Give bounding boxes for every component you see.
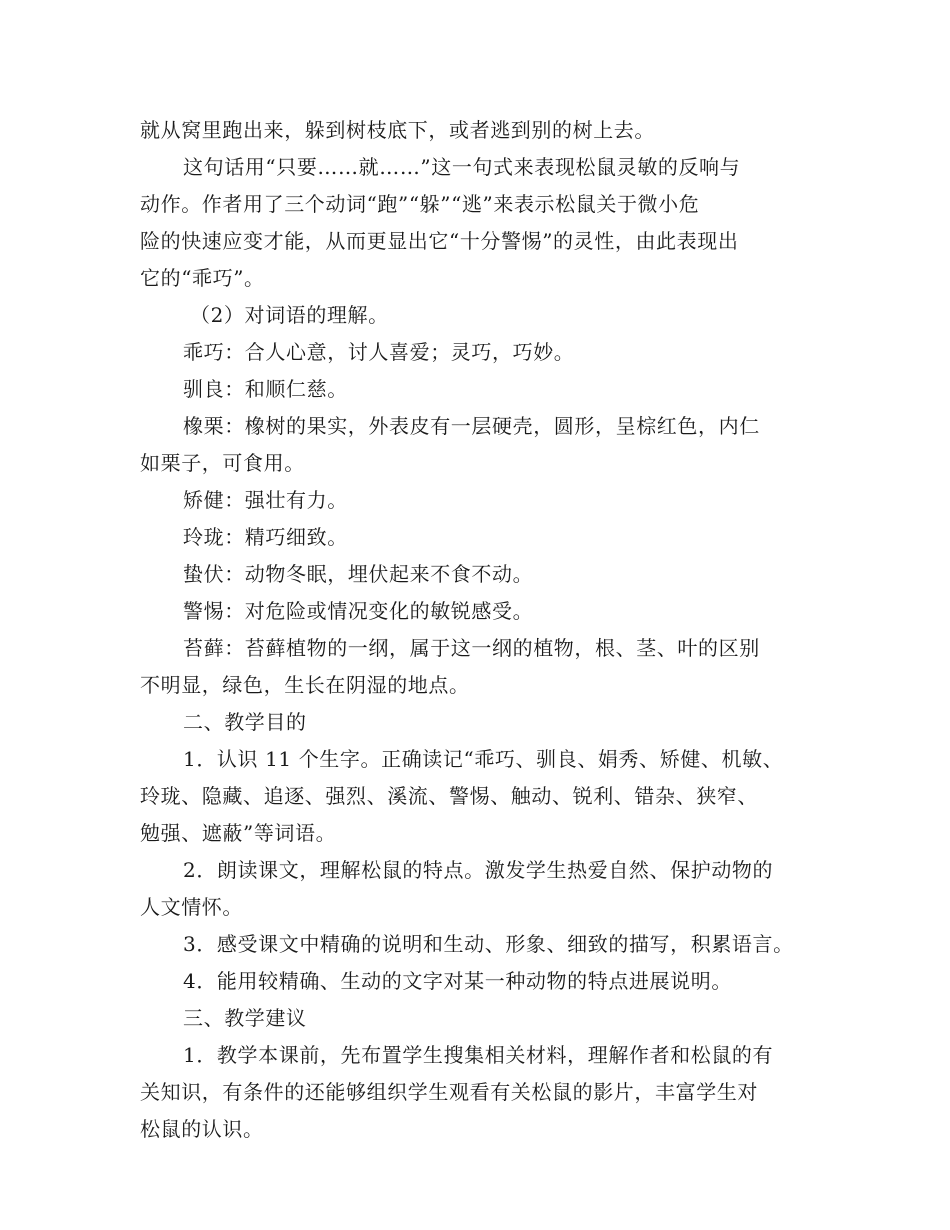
section-heading: 三、教学建议: [183, 1006, 307, 1030]
text-line: 勉强、遮蔽”等词语。: [140, 821, 337, 845]
text-line: 这句话用“只要……就……”这一句式来表现松鼠灵敏的反响与: [183, 155, 741, 179]
definition-line: 蛰伏：动物冬眠，埋伏起来不食不动。: [183, 562, 534, 586]
goal-item: 3．感受课文中精确的说明和生动、形象、细致的描写，积累语言。: [183, 932, 794, 956]
text-line: 险的快速应变才能，从而更显出它“十分警惕”的灵性，由此表现出: [140, 229, 739, 253]
text-line: 动作。作者用了三个动词“跑”“躲”“逃”来表示松鼠关于微小危: [140, 192, 700, 216]
text-line: 它的“乖巧”。: [140, 266, 265, 290]
text-line: 如栗子，可食用。: [140, 451, 305, 475]
text-line: 就从窝里跑出来，躲到树枝底下，或者逃到别的树上去。: [140, 118, 655, 142]
suggestion-item: 1．教学本课前，先布置学生搜集相关材料，理解作者和松鼠的有: [183, 1043, 774, 1067]
text-line: 不明显，绿色，生长在阴湿的地点。: [140, 673, 470, 697]
definition-line: 矫健：强壮有力。: [183, 488, 348, 512]
goal-item: 2．朗读课文，理解松鼠的特点。激发学生热爱自然、保护动物的: [183, 858, 774, 882]
definition-line: 驯良：和顺仁慈。: [183, 377, 348, 401]
definition-line: 玲珑：精巧细致。: [183, 525, 348, 549]
section-heading: 二、教学目的: [183, 710, 307, 734]
definition-line: 乖巧：合人心意，讨人喜爱；灵巧，巧妙。: [183, 340, 575, 364]
text-line: 人文情怀。: [140, 895, 243, 919]
definition-line: 苔藓：苔藓植物的一纲，属于这一纲的植物，根、茎、叶的区别: [183, 636, 760, 660]
section-subheading: （2）对词语的理解。: [190, 303, 389, 327]
text-line: 关知识，有条件的还能够组织学生观看有关松鼠的影片，丰富学生对: [140, 1080, 758, 1104]
definition-line: 橡栗：橡树的果实，外表皮有一层硬壳，圆形，呈棕红色，内仁: [183, 414, 760, 438]
goal-item: 1．认识 11 个生字。正确读记“乖巧、驯良、娟秀、矫健、机敏、: [183, 747, 784, 771]
goal-item: 4．能用较精确、生动的文字对某一种动物的特点进展说明。: [183, 969, 732, 993]
definition-line: 警惕：对危险或情况变化的敏锐感受。: [183, 599, 534, 623]
text-line: 松鼠的认识。: [140, 1117, 264, 1141]
text-line: 玲珑、隐藏、追逐、强烈、溪流、警惕、触动、锐利、错杂、狭窄、: [140, 784, 758, 808]
